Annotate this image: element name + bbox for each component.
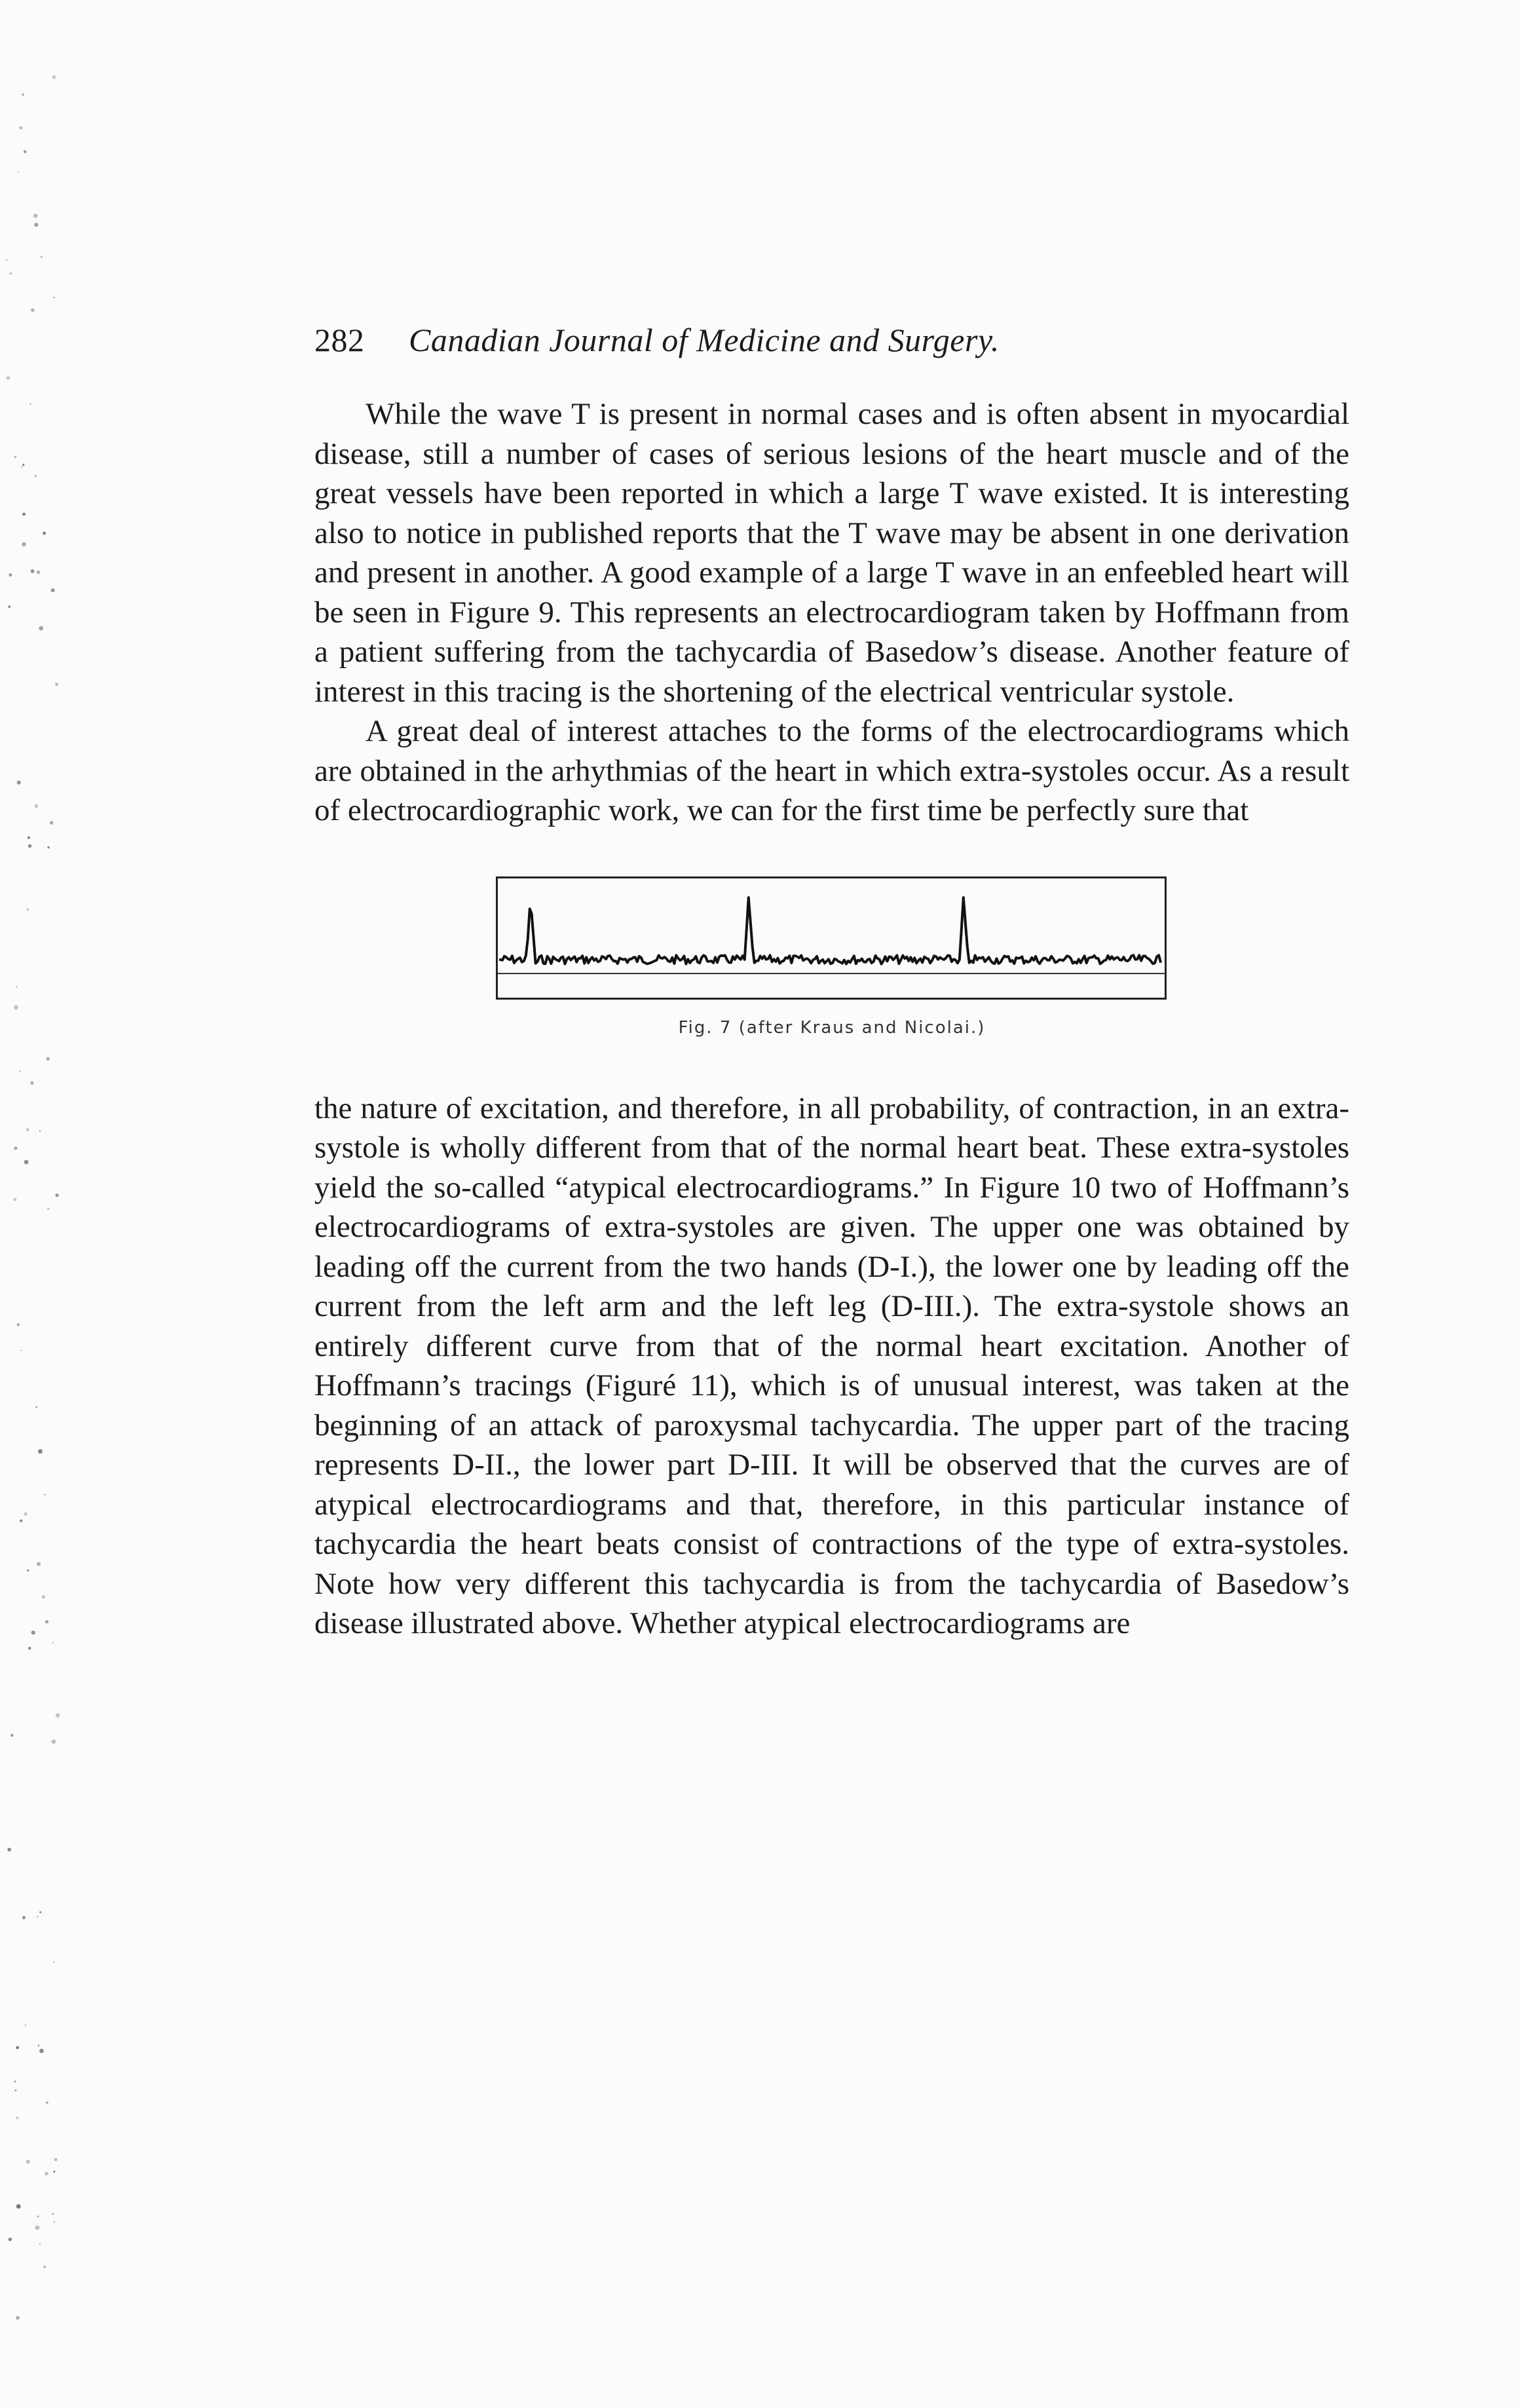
- margin-speck: [29, 404, 31, 405]
- margin-speck: [10, 1734, 14, 1737]
- margin-speck: [51, 588, 55, 592]
- margin-speck: [22, 513, 26, 516]
- margin-speck: [55, 1194, 58, 1197]
- margin-speck: [15, 2090, 17, 2092]
- margin-speck: [39, 626, 43, 631]
- margin-speck: [14, 2080, 16, 2082]
- margin-speck: [35, 2225, 40, 2230]
- ecg-tracing: [498, 878, 1165, 998]
- paragraph-extra-systoles: A great deal of interest attaches to the forms of the electrocardiograms which are obtained in the arhythmias of the heart in which extra-systoles occur. As a result of electrocardiographic work, we can for the first time be perfectly sure that: [314, 714, 1349, 827]
- margin-speck: [20, 1519, 22, 1522]
- journal-title: Canadian Journal of Medicine and Surgery.: [409, 322, 1000, 358]
- margin-speck: [42, 1595, 45, 1598]
- margin-speck: [26, 2160, 30, 2164]
- margin-speck: [46, 2101, 48, 2104]
- margin-speck: [54, 2158, 58, 2161]
- margin-speck: [9, 2238, 12, 2241]
- margin-speck: [31, 309, 35, 312]
- margin-speck: [22, 542, 26, 547]
- margin-speck: [47, 1208, 49, 1210]
- margin-speck: [52, 1740, 56, 1744]
- margin-speck: [17, 1323, 20, 1326]
- page-number: 282: [314, 322, 365, 358]
- margin-speck: [52, 1642, 54, 1644]
- margin-speck: [39, 1911, 41, 1913]
- margin-speck: [16, 2204, 21, 2209]
- margin-speck: [7, 376, 10, 380]
- margin-speck: [26, 1128, 29, 1131]
- margin-speck: [38, 1449, 43, 1454]
- margin-speck: [54, 2221, 55, 2223]
- paragraph-t-wave: While the wave T is present in normal cases and is often absent in myocardial disease, still a number of cases of serious lesions of the heart muscle and of the great vessels have been reported in which a large T wave existed. It is interesting also to notice in published reports that the T wave may be absent in one derivation and present in another. A good example of a large T wave in an enfeebled heart will be seen in Figure 9. This represents an electrocardiogram taken by Hoffmann from a patient suffering from the tachycardia of Basedow’s disease. Another feature of interest in this tracing is the shortening of the electrical ventricular systole.: [314, 397, 1349, 709]
- margin-speck: [14, 1146, 17, 1150]
- margin-speck: [37, 571, 41, 574]
- margin-speck: [55, 683, 58, 687]
- margin-speck: [17, 781, 21, 785]
- margin-speck: [30, 1082, 33, 1085]
- margin-speck: [44, 1494, 45, 1496]
- margin-speck: [37, 1562, 41, 1566]
- margin-speck: [37, 1916, 39, 1918]
- margin-speck: [16, 2046, 19, 2049]
- margin-speck: [37, 2215, 39, 2217]
- margin-speck: [10, 273, 12, 274]
- margin-speck: [38, 2044, 40, 2046]
- margin-speck: [22, 1916, 26, 1919]
- ecg-tracing-frame: [496, 876, 1167, 1000]
- margin-speck: [35, 804, 39, 808]
- margin-speck: [34, 223, 38, 227]
- margin-speck: [16, 986, 17, 987]
- margin-speck: [21, 466, 23, 468]
- margin-speck: [25, 2024, 27, 2026]
- margin-speck: [52, 75, 56, 79]
- margin-speck: [7, 1848, 11, 1852]
- margin-speck: [45, 2172, 48, 2175]
- margin-speck: [24, 1160, 29, 1165]
- margin-speck: [35, 475, 37, 478]
- running-header: [314, 321, 1349, 367]
- paragraph-atypical-electrocardiograms: the nature of excitation, and therefore, in all probability, of contraction, in an extra-systole is wholly different from that of the normal heart beat. These extra-systoles yield the so-called “atypical electrocardiograms.” In Figure 10 two of Hoffmann’s electrocardiograms of extra-systoles are given. The upper one was obtained by leading off the current from the two hands (D-I.), the lower one by leading off the current from the left arm and the left leg (D-III.). The extra-systole shows an entirely different curve from that of the normal heart excitation. Another of Hoffmann’s tracings (Figuré 11), which is of unusual interest, was taken at the beginning of an attack of paroxysmal tachycardia. The upper part of the tracing represents D-II., the lower part D-III. It will be observed that the curves are of atypical electrocardiograms and that, therefore, in this particular instance of tachycardia the heart beats consist of contractions of the type of extra-systoles. Note how very different this tachycardia is from the tachycardia of Basedow’s disease illustrated above. Whether atypical electrocardiograms are: [314, 1091, 1349, 1640]
- margin-speck: [28, 1647, 31, 1650]
- figure-7: [314, 876, 1349, 1038]
- margin-speck: [26, 909, 29, 911]
- margin-speck: [43, 2266, 46, 2268]
- margin-speck: [22, 93, 24, 96]
- margin-speck: [33, 214, 38, 218]
- margin-speck: [46, 1057, 50, 1061]
- margin-speck: [16, 2116, 19, 2119]
- margin-speck: [27, 1570, 29, 1571]
- margin-speck: [6, 259, 7, 261]
- figure-caption: Fig. 7 (after Kraus and Nicolai.): [678, 1017, 986, 1038]
- margin-speck: [20, 1349, 22, 1351]
- margin-speck: [18, 171, 19, 172]
- margin-speck: [24, 1513, 27, 1516]
- margin-speck: [39, 1131, 41, 1132]
- margin-speck: [22, 464, 24, 466]
- margin-speck: [24, 150, 27, 153]
- margin-speck: [28, 844, 32, 848]
- article-column: [314, 321, 1349, 1644]
- margin-speck: [20, 1070, 21, 1072]
- margin-speck: [53, 2171, 55, 2173]
- margin-speck: [35, 1406, 37, 1408]
- margin-speck: [14, 1005, 18, 1009]
- margin-speck: [39, 2049, 44, 2054]
- margin-speck: [43, 532, 46, 535]
- margin-speck: [54, 297, 55, 298]
- margin-speck: [13, 1198, 16, 1201]
- margin-speck: [39, 2243, 41, 2244]
- margin-speck: [31, 1630, 35, 1634]
- margin-speck: [50, 821, 54, 825]
- margin-speck: [41, 256, 42, 257]
- margin-speck: [19, 126, 22, 130]
- margin-speck: [9, 573, 12, 576]
- margin-speck: [47, 846, 50, 849]
- margin-speck: [16, 2316, 20, 2320]
- margin-speck: [14, 456, 17, 459]
- margin-speck: [52, 2213, 54, 2215]
- margin-speck: [8, 605, 10, 608]
- margin-speck: [28, 837, 30, 839]
- margin-speck: [56, 1713, 60, 1718]
- margin-speck: [45, 1620, 48, 1623]
- margin-speck: [53, 1961, 55, 1963]
- margin-speck: [31, 569, 35, 573]
